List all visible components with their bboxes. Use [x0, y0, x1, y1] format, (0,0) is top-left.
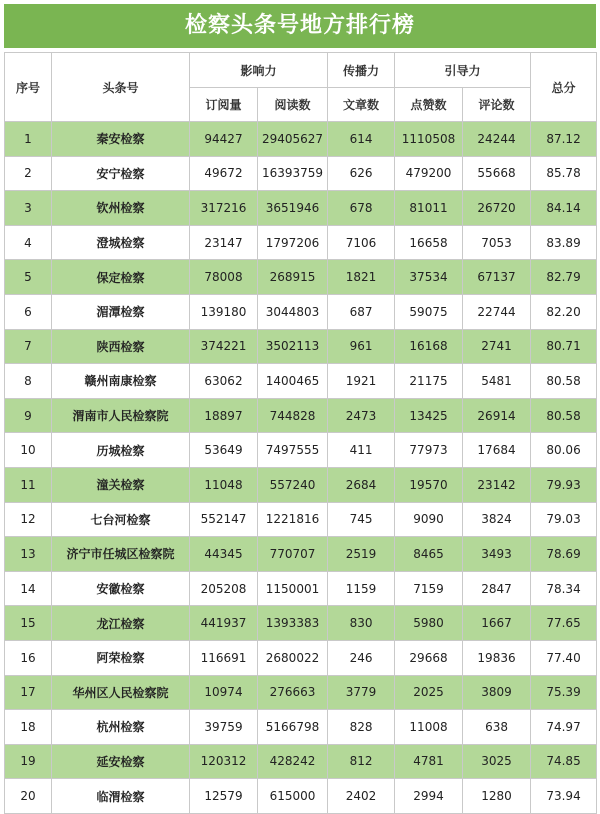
- rank-cell: 20: [5, 779, 52, 814]
- likes-cell: 81011: [395, 191, 463, 226]
- articles-cell: 626: [328, 156, 395, 191]
- subscribers-cell: 12579: [190, 779, 258, 814]
- comments-cell: 1280: [463, 779, 531, 814]
- subscribers-cell: 552147: [190, 502, 258, 537]
- total-score-cell: 80.06: [531, 433, 597, 468]
- total-score-cell: 73.94: [531, 779, 597, 814]
- articles-cell: 614: [328, 122, 395, 157]
- reads-cell: 3044803: [258, 294, 328, 329]
- table-row: [5, 640, 597, 675]
- account-name-cell: 历城检察: [52, 433, 190, 468]
- header-influence: 影响力: [190, 53, 328, 88]
- comments-cell: 2741: [463, 329, 531, 364]
- header-guidance: 引导力: [395, 53, 531, 88]
- ranking-table-body: [5, 122, 597, 814]
- header-reads: 阅读数: [258, 88, 328, 122]
- account-name-cell: 龙江检察: [52, 606, 190, 641]
- comments-cell: 67137: [463, 260, 531, 295]
- subscribers-cell: 94427: [190, 122, 258, 157]
- reads-cell: 5166798: [258, 710, 328, 745]
- comments-cell: 3493: [463, 537, 531, 572]
- total-score-cell: 85.78: [531, 156, 597, 191]
- articles-cell: 1921: [328, 364, 395, 399]
- comments-cell: 22744: [463, 294, 531, 329]
- comments-cell: 3025: [463, 744, 531, 779]
- total-score-cell: 80.71: [531, 329, 597, 364]
- rank-cell: 16: [5, 640, 52, 675]
- likes-cell: 11008: [395, 710, 463, 745]
- reads-cell: 1150001: [258, 571, 328, 606]
- comments-cell: 17684: [463, 433, 531, 468]
- reads-cell: 615000: [258, 779, 328, 814]
- account-name-cell: 安宁检察: [52, 156, 190, 191]
- table-row: [5, 329, 597, 364]
- account-name-cell: 澄城检察: [52, 225, 190, 260]
- rank-cell: 4: [5, 225, 52, 260]
- subscribers-cell: 18897: [190, 398, 258, 433]
- total-score-cell: 78.69: [531, 537, 597, 572]
- likes-cell: 4781: [395, 744, 463, 779]
- reads-cell: 1221816: [258, 502, 328, 537]
- account-name-cell: 杭州检察: [52, 710, 190, 745]
- reads-cell: 16393759: [258, 156, 328, 191]
- subscribers-cell: 39759: [190, 710, 258, 745]
- total-score-cell: 80.58: [531, 398, 597, 433]
- header-rank: 序号: [5, 53, 52, 122]
- likes-cell: 1110508: [395, 122, 463, 157]
- account-name-cell: 潼关检察: [52, 467, 190, 502]
- subscribers-cell: 23147: [190, 225, 258, 260]
- reads-cell: 770707: [258, 537, 328, 572]
- articles-cell: 3779: [328, 675, 395, 710]
- likes-cell: 7159: [395, 571, 463, 606]
- rank-cell: 17: [5, 675, 52, 710]
- table-row: [5, 433, 597, 468]
- articles-cell: 246: [328, 640, 395, 675]
- articles-cell: 961: [328, 329, 395, 364]
- table-row: [5, 467, 597, 502]
- total-score-cell: 82.79: [531, 260, 597, 295]
- articles-cell: 2519: [328, 537, 395, 572]
- subscribers-cell: 205208: [190, 571, 258, 606]
- rank-cell: 8: [5, 364, 52, 399]
- comments-cell: 1667: [463, 606, 531, 641]
- table-row: [5, 571, 597, 606]
- total-score-cell: 83.89: [531, 225, 597, 260]
- likes-cell: 16168: [395, 329, 463, 364]
- table-row: [5, 537, 597, 572]
- articles-cell: 687: [328, 294, 395, 329]
- subscribers-cell: 63062: [190, 364, 258, 399]
- total-score-cell: 84.14: [531, 191, 597, 226]
- articles-cell: 745: [328, 502, 395, 537]
- reads-cell: 428242: [258, 744, 328, 779]
- articles-cell: 1821: [328, 260, 395, 295]
- likes-cell: 21175: [395, 364, 463, 399]
- total-score-cell: 74.97: [531, 710, 597, 745]
- rank-cell: 3: [5, 191, 52, 226]
- comments-cell: 3809: [463, 675, 531, 710]
- account-name-cell: 渭南市人民检察院: [52, 398, 190, 433]
- reads-cell: 268915: [258, 260, 328, 295]
- subscribers-cell: 120312: [190, 744, 258, 779]
- articles-cell: 678: [328, 191, 395, 226]
- likes-cell: 479200: [395, 156, 463, 191]
- header-subscribers: 订阅量: [190, 88, 258, 122]
- rank-cell: 10: [5, 433, 52, 468]
- account-name-cell: 秦安检察: [52, 122, 190, 157]
- account-name-cell: 安徽检察: [52, 571, 190, 606]
- comments-cell: 2847: [463, 571, 531, 606]
- reads-cell: 1400465: [258, 364, 328, 399]
- table-row: [5, 675, 597, 710]
- likes-cell: 13425: [395, 398, 463, 433]
- articles-cell: 2402: [328, 779, 395, 814]
- reads-cell: 3502113: [258, 329, 328, 364]
- header-spread: 传播力: [328, 53, 395, 88]
- total-score-cell: 74.85: [531, 744, 597, 779]
- comments-cell: 26720: [463, 191, 531, 226]
- comments-cell: 23142: [463, 467, 531, 502]
- reads-cell: 7497555: [258, 433, 328, 468]
- articles-cell: 2684: [328, 467, 395, 502]
- rank-cell: 13: [5, 537, 52, 572]
- subscribers-cell: 139180: [190, 294, 258, 329]
- comments-cell: 7053: [463, 225, 531, 260]
- subscribers-cell: 11048: [190, 467, 258, 502]
- account-name-cell: 钦州检察: [52, 191, 190, 226]
- articles-cell: 2473: [328, 398, 395, 433]
- total-score-cell: 80.58: [531, 364, 597, 399]
- header-total: 总分: [531, 53, 597, 122]
- likes-cell: 77973: [395, 433, 463, 468]
- subscribers-cell: 78008: [190, 260, 258, 295]
- table-row: [5, 398, 597, 433]
- likes-cell: 37534: [395, 260, 463, 295]
- account-name-cell: 赣州南康检察: [52, 364, 190, 399]
- articles-cell: 830: [328, 606, 395, 641]
- header-comments: 评论数: [463, 88, 531, 122]
- subscribers-cell: 441937: [190, 606, 258, 641]
- subscribers-cell: 44345: [190, 537, 258, 572]
- rank-cell: 18: [5, 710, 52, 745]
- rank-cell: 14: [5, 571, 52, 606]
- table-row: [5, 502, 597, 537]
- rank-cell: 7: [5, 329, 52, 364]
- total-score-cell: 79.93: [531, 467, 597, 502]
- rank-cell: 1: [5, 122, 52, 157]
- reads-cell: 1797206: [258, 225, 328, 260]
- table-row: [5, 294, 597, 329]
- reads-cell: 276663: [258, 675, 328, 710]
- total-score-cell: 79.03: [531, 502, 597, 537]
- account-name-cell: 济宁市任城区检察院: [52, 537, 190, 572]
- subscribers-cell: 49672: [190, 156, 258, 191]
- subscribers-cell: 10974: [190, 675, 258, 710]
- articles-cell: 828: [328, 710, 395, 745]
- likes-cell: 16658: [395, 225, 463, 260]
- table-row: [5, 225, 597, 260]
- account-name-cell: 陕西检察: [52, 329, 190, 364]
- header-articles: 文章数: [328, 88, 395, 122]
- likes-cell: 2994: [395, 779, 463, 814]
- header-account: 头条号: [52, 53, 190, 122]
- total-score-cell: 78.34: [531, 571, 597, 606]
- likes-cell: 2025: [395, 675, 463, 710]
- rank-cell: 19: [5, 744, 52, 779]
- subscribers-cell: 374221: [190, 329, 258, 364]
- articles-cell: 411: [328, 433, 395, 468]
- total-score-cell: 87.12: [531, 122, 597, 157]
- account-name-cell: 延安检察: [52, 744, 190, 779]
- subscribers-cell: 317216: [190, 191, 258, 226]
- table-row: [5, 779, 597, 814]
- table-row: [5, 191, 597, 226]
- comments-cell: 55668: [463, 156, 531, 191]
- account-name-cell: 阿荣检察: [52, 640, 190, 675]
- table-row: [5, 122, 597, 157]
- comments-cell: 638: [463, 710, 531, 745]
- account-name-cell: 华州区人民检察院: [52, 675, 190, 710]
- rank-cell: 5: [5, 260, 52, 295]
- table-row: [5, 260, 597, 295]
- likes-cell: 19570: [395, 467, 463, 502]
- likes-cell: 8465: [395, 537, 463, 572]
- articles-cell: 812: [328, 744, 395, 779]
- comments-cell: 19836: [463, 640, 531, 675]
- likes-cell: 9090: [395, 502, 463, 537]
- header-likes: 点赞数: [395, 88, 463, 122]
- page-title: 检察头条号地方排行榜: [4, 4, 596, 48]
- total-score-cell: 75.39: [531, 675, 597, 710]
- rank-cell: 2: [5, 156, 52, 191]
- reads-cell: 3651946: [258, 191, 328, 226]
- table-row: [5, 744, 597, 779]
- comments-cell: 26914: [463, 398, 531, 433]
- subscribers-cell: 116691: [190, 640, 258, 675]
- table-row: [5, 156, 597, 191]
- reads-cell: 557240: [258, 467, 328, 502]
- account-name-cell: 湄潭检察: [52, 294, 190, 329]
- likes-cell: 5980: [395, 606, 463, 641]
- reads-cell: 1393383: [258, 606, 328, 641]
- reads-cell: 744828: [258, 398, 328, 433]
- rank-cell: 12: [5, 502, 52, 537]
- account-name-cell: 七台河检察: [52, 502, 190, 537]
- table-row: [5, 606, 597, 641]
- table-row: [5, 710, 597, 745]
- account-name-cell: 临渭检察: [52, 779, 190, 814]
- table-row: [5, 364, 597, 399]
- comments-cell: 3824: [463, 502, 531, 537]
- subscribers-cell: 53649: [190, 433, 258, 468]
- reads-cell: 29405627: [258, 122, 328, 157]
- total-score-cell: 82.20: [531, 294, 597, 329]
- rank-cell: 11: [5, 467, 52, 502]
- total-score-cell: 77.40: [531, 640, 597, 675]
- likes-cell: 59075: [395, 294, 463, 329]
- rank-cell: 15: [5, 606, 52, 641]
- comments-cell: 24244: [463, 122, 531, 157]
- reads-cell: 2680022: [258, 640, 328, 675]
- account-name-cell: 保定检察: [52, 260, 190, 295]
- likes-cell: 29668: [395, 640, 463, 675]
- articles-cell: 1159: [328, 571, 395, 606]
- comments-cell: 5481: [463, 364, 531, 399]
- ranking-table: [4, 52, 597, 814]
- total-score-cell: 77.65: [531, 606, 597, 641]
- articles-cell: 7106: [328, 225, 395, 260]
- rank-cell: 6: [5, 294, 52, 329]
- rank-cell: 9: [5, 398, 52, 433]
